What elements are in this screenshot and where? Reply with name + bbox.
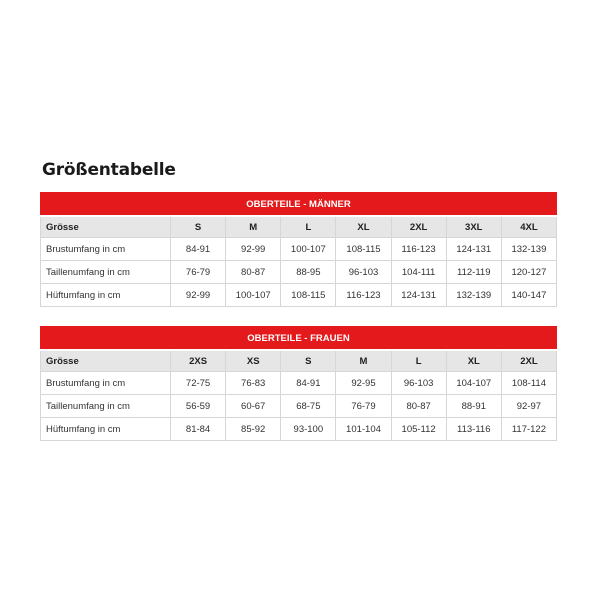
size-header: XS [226, 350, 281, 372]
table-row [41, 395, 557, 418]
measurement-cell: 112-119 [446, 261, 501, 284]
measurement-cell: 104-111 [391, 261, 446, 284]
row-label: Brustumfang in cm [41, 238, 171, 261]
size-header-row [41, 350, 557, 372]
measurement-cell: 124-131 [446, 238, 501, 261]
size-header: 2XL [501, 350, 556, 372]
measurement-cell: 132-139 [501, 238, 556, 261]
measurement-cell: 60-67 [226, 395, 281, 418]
page-title: Größentabelle [42, 160, 176, 180]
row-label: Hüftumfang in cm [41, 418, 171, 441]
size-header: XL [336, 216, 391, 238]
row-label: Hüftumfang in cm [41, 284, 171, 307]
size-header: 3XL [446, 216, 501, 238]
size-header: XL [446, 350, 501, 372]
measurement-cell: 108-114 [501, 372, 556, 395]
measurement-cell: 80-87 [391, 395, 446, 418]
measurement-cell: 85-92 [226, 418, 281, 441]
measurement-cell: 92-97 [501, 395, 556, 418]
size-header: 4XL [501, 216, 556, 238]
table-row [41, 372, 557, 395]
measurement-cell: 92-99 [226, 238, 281, 261]
size-header-label: Grösse [41, 216, 171, 238]
measurement-cell: 88-91 [446, 395, 501, 418]
measurement-cell: 124-131 [391, 284, 446, 307]
row-label: Taillenumfang in cm [41, 261, 171, 284]
table-row [41, 418, 557, 441]
measurement-cell: 93-100 [281, 418, 336, 441]
measurement-cell: 120-127 [501, 261, 556, 284]
measurement-cell: 96-103 [391, 372, 446, 395]
measurement-cell: 76-79 [171, 261, 226, 284]
table-banner-title: OBERTEILE - MÄNNER [41, 193, 557, 217]
measurement-cell: 108-115 [281, 284, 336, 307]
measurement-cell: 72-75 [171, 372, 226, 395]
measurement-cell: 96-103 [336, 261, 391, 284]
row-label: Brustumfang in cm [41, 372, 171, 395]
measurement-cell: 76-83 [226, 372, 281, 395]
table-banner [41, 193, 557, 217]
measurement-cell: 84-91 [171, 238, 226, 261]
measurement-cell: 116-123 [336, 284, 391, 307]
measurement-cell: 108-115 [336, 238, 391, 261]
measurement-cell: 104-107 [446, 372, 501, 395]
size-header: L [391, 350, 446, 372]
measurement-cell: 68-75 [281, 395, 336, 418]
table-banner-title: OBERTEILE - FRAUEN [41, 327, 557, 351]
measurement-cell: 140-147 [501, 284, 556, 307]
measurement-cell: 92-95 [336, 372, 391, 395]
measurement-cell: 113-116 [446, 418, 501, 441]
size-header: 2XS [171, 350, 226, 372]
measurement-cell: 132-139 [446, 284, 501, 307]
measurement-cell: 84-91 [281, 372, 336, 395]
size-header: M [336, 350, 391, 372]
size-table-women [40, 326, 557, 441]
measurement-cell: 117-122 [501, 418, 556, 441]
measurement-cell: 105-112 [391, 418, 446, 441]
row-label: Taillenumfang in cm [41, 395, 171, 418]
measurement-cell: 81-84 [171, 418, 226, 441]
size-header: L [281, 216, 336, 238]
size-header: 2XL [391, 216, 446, 238]
table-row [41, 238, 557, 261]
measurement-cell: 92-99 [171, 284, 226, 307]
size-header-row [41, 216, 557, 238]
size-header: S [281, 350, 336, 372]
size-header: M [226, 216, 281, 238]
table-banner [41, 327, 557, 351]
measurement-cell: 101-104 [336, 418, 391, 441]
measurement-cell: 100-107 [281, 238, 336, 261]
size-header-label: Grösse [41, 350, 171, 372]
measurement-cell: 116-123 [391, 238, 446, 261]
measurement-cell: 88-95 [281, 261, 336, 284]
size-header: S [171, 216, 226, 238]
measurement-cell: 100-107 [226, 284, 281, 307]
size-table-men [40, 192, 557, 307]
measurement-cell: 80-87 [226, 261, 281, 284]
table-row [41, 284, 557, 307]
table-row [41, 261, 557, 284]
measurement-cell: 76-79 [336, 395, 391, 418]
measurement-cell: 56-59 [171, 395, 226, 418]
